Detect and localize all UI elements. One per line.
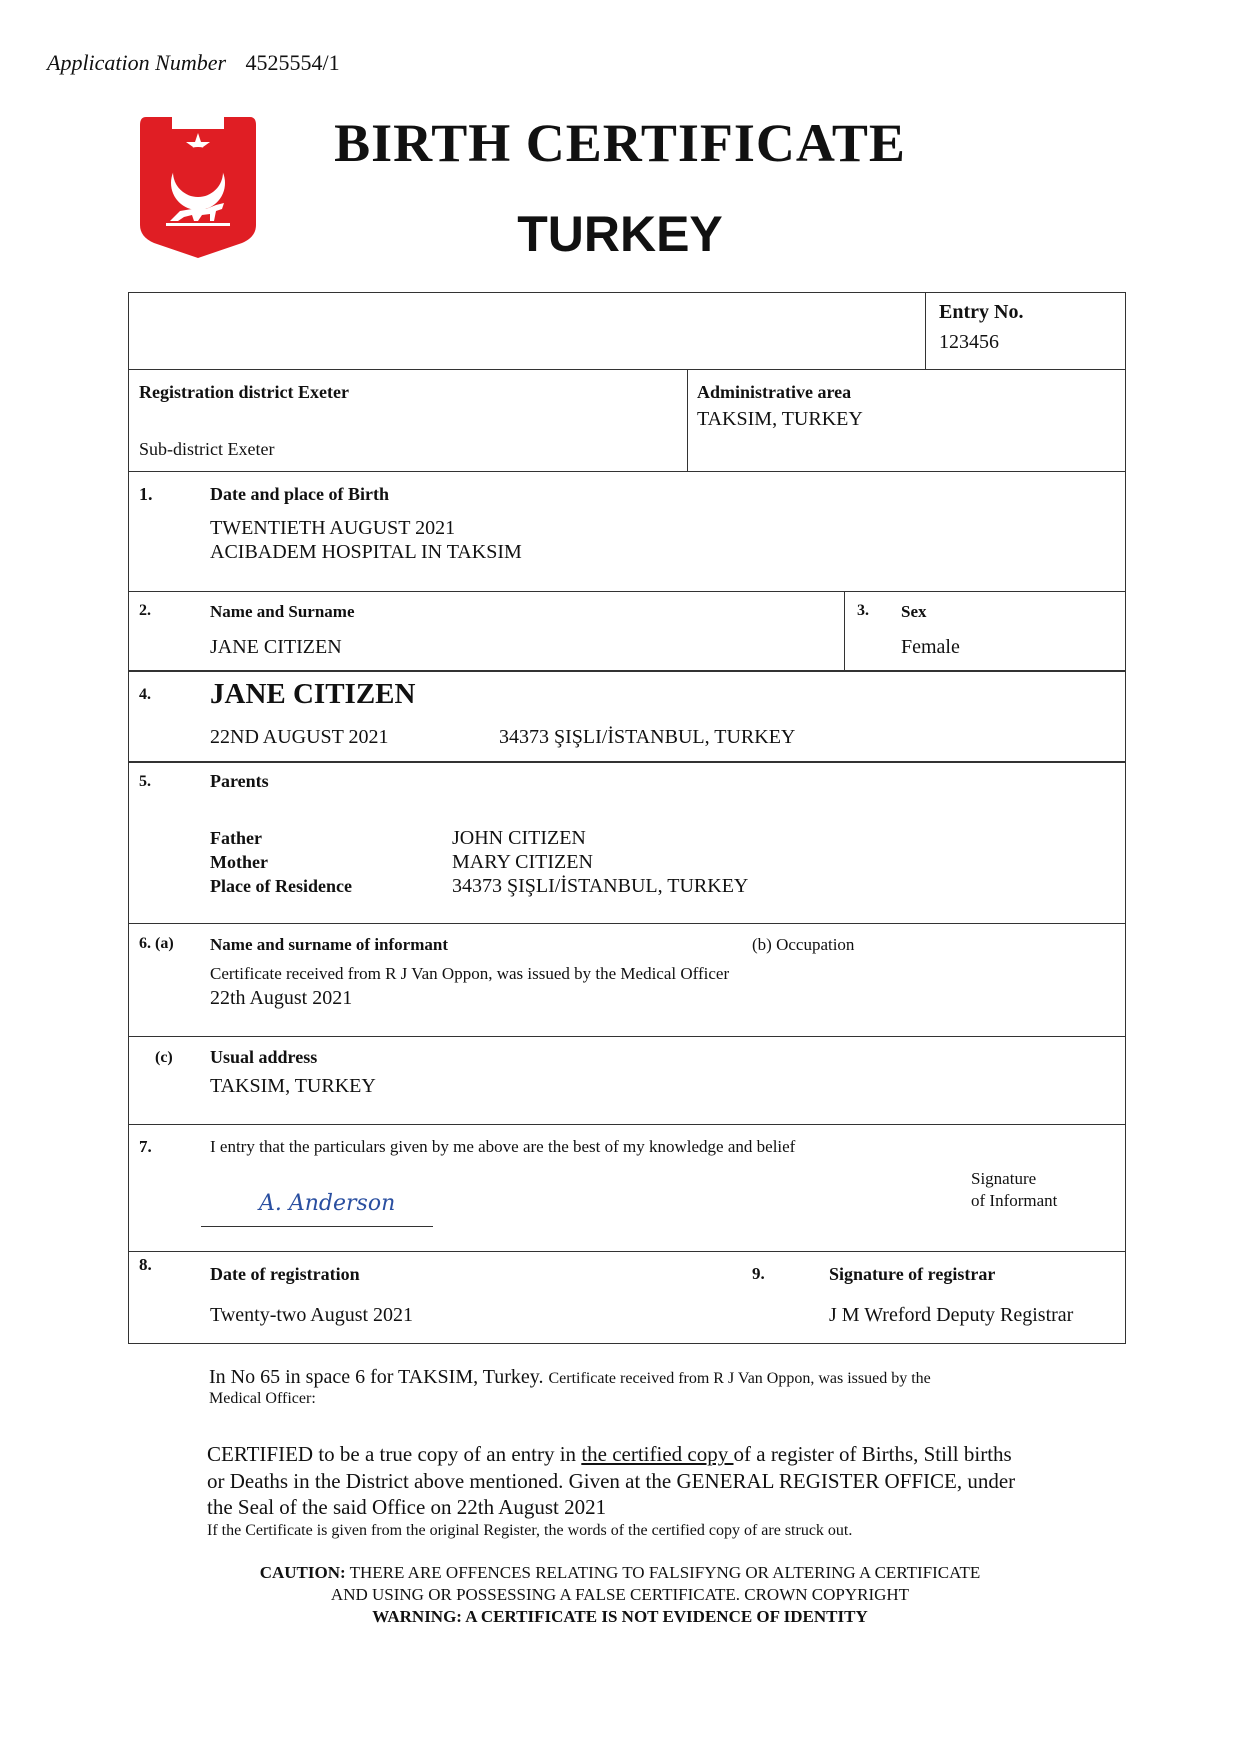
section-number: 5. xyxy=(139,773,151,790)
warning-line: WARNING: A CERTIFICATE IS NOT EVIDENCE OF IDENTITY xyxy=(372,1607,868,1626)
informant-label: Name and surname of informant xyxy=(210,935,448,954)
sex-value: Female xyxy=(901,636,960,658)
country-title: TURKEY xyxy=(517,206,723,262)
father-label: Father xyxy=(210,828,262,848)
registration-row xyxy=(129,369,1125,471)
registration-date-value: Twenty-two August 2021 xyxy=(210,1304,414,1326)
certified-line-1 xyxy=(207,1442,1012,1467)
application-number-value: 4525554/1 xyxy=(245,50,340,75)
certified-text: CERTIFIED to be a true copy of an entry in xyxy=(207,1442,582,1466)
caution-label: CAUTION: xyxy=(259,1563,346,1582)
certified-copy-underlined: the certified copy xyxy=(581,1442,734,1466)
mother-value: MARY CITIZEN xyxy=(452,851,593,873)
birth-date: TWENTIETH AUGUST 2021 xyxy=(210,517,456,539)
section-number: 8. xyxy=(139,1255,152,1274)
section-number: 6. (a) xyxy=(139,935,174,952)
certified-line-2: or Deaths in the District above mentioned. Given at the GENERAL REGISTER OFFICE, under xyxy=(207,1469,1016,1493)
sex-label: Sex xyxy=(901,602,927,621)
turkish-emblem-icon xyxy=(132,115,264,260)
application-number xyxy=(47,50,340,76)
section-number: 3. xyxy=(857,602,869,619)
parents-row xyxy=(129,761,1125,923)
mother-label: Mother xyxy=(210,852,268,872)
child-name: JANE CITIZEN xyxy=(210,678,416,710)
informant-signature: A. Anderson xyxy=(259,1191,396,1216)
residence-value: 34373 ŞIŞLI/İSTANBUL, TURKEY xyxy=(452,875,749,897)
parents-label: Parents xyxy=(210,771,269,791)
entry-row xyxy=(129,293,1125,369)
usual-address-label: Usual address xyxy=(210,1047,318,1067)
section-number: 9. xyxy=(752,1264,765,1283)
application-number-label: Application Number xyxy=(47,50,227,75)
residence-label: Place of Residence xyxy=(210,876,352,896)
birth-label: Date and place of Birth xyxy=(210,484,389,504)
section-number: (c) xyxy=(155,1049,173,1066)
usual-address-value: TAKSIM, TURKEY xyxy=(210,1075,376,1097)
registration-date-label: Date of registration xyxy=(210,1264,360,1284)
caution-line-1 xyxy=(0,1563,1240,1583)
registration-district: Registration district Exeter xyxy=(139,382,349,402)
section-number: 1. xyxy=(139,484,153,504)
certified-line-3: the Seal of the said Office on 22th August 2021 xyxy=(207,1495,607,1519)
footer-note-small-2: Medical Officer: xyxy=(209,1390,316,1407)
registrar-label: Signature of registrar xyxy=(829,1264,996,1284)
signature-line xyxy=(201,1226,433,1227)
father-value: JOHN CITIZEN xyxy=(452,827,586,849)
section-number: 7. xyxy=(139,1137,152,1156)
child-row xyxy=(129,670,1125,761)
registration-date-row xyxy=(129,1251,1125,1343)
informant-date: 22th August 2021 xyxy=(210,987,353,1009)
footer-note-main: In No 65 in space 6 for TAKSIM, Turkey. xyxy=(209,1366,544,1388)
footer-note xyxy=(209,1366,931,1389)
struck-out-note: If the Certificate is given from the original Register, the words of the certified copy of are struck out. xyxy=(207,1522,853,1539)
usual-address-row xyxy=(129,1036,1125,1124)
occupation-label: (b) Occupation xyxy=(752,935,855,954)
name-sex-row xyxy=(129,591,1125,670)
name-label: Name and Surname xyxy=(210,602,355,621)
section-number: 2. xyxy=(139,602,151,619)
declaration-text: I entry that the particulars given by me above are the best of my knowledge and belief xyxy=(210,1137,796,1156)
informant-row xyxy=(129,923,1125,1036)
section-number: 4. xyxy=(139,686,151,703)
birth-row xyxy=(129,471,1125,591)
entry-label: Entry No. xyxy=(939,301,1024,323)
sub-district: Sub-district Exeter xyxy=(139,439,275,459)
certified-text-end: of a register of Births, Still births xyxy=(733,1442,1012,1466)
certificate-form xyxy=(128,292,1126,1344)
entry-value: 123456 xyxy=(939,331,999,353)
administrative-area-label: Administrative area xyxy=(697,382,852,402)
birth-place: ACIBADEM HOSPITAL IN TAKSIM xyxy=(210,541,522,563)
document-title: BIRTH CERTIFICATE xyxy=(334,113,906,173)
footer-note-small: Certificate received from R J Van Oppon, was issued by the xyxy=(548,1370,931,1387)
child-date: 22ND AUGUST 2021 xyxy=(210,726,389,748)
caution-text: THERE ARE OFFENCES RELATING TO FALSIFYNG OR ALTERING A CERTIFICATE xyxy=(345,1563,981,1582)
caution-line-2: AND USING OR POSSESSING A FALSE CERTIFICATE. CROWN COPYRIGHT xyxy=(330,1585,910,1604)
informant-certificate-text: Certificate received from R J Van Oppon, was issued by the Medical Officer xyxy=(210,964,730,983)
administrative-area-value: TAKSIM, TURKEY xyxy=(697,408,863,430)
signature-label-1: Signature xyxy=(971,1169,1037,1188)
name-value: JANE CITIZEN xyxy=(210,636,342,658)
signature-label-2: of Informant xyxy=(971,1191,1058,1210)
registrar-value: J M Wreford Deputy Registrar xyxy=(829,1304,1074,1326)
declaration-row xyxy=(129,1124,1125,1251)
child-address: 34373 ŞIŞLI/İSTANBUL, TURKEY xyxy=(499,726,796,748)
